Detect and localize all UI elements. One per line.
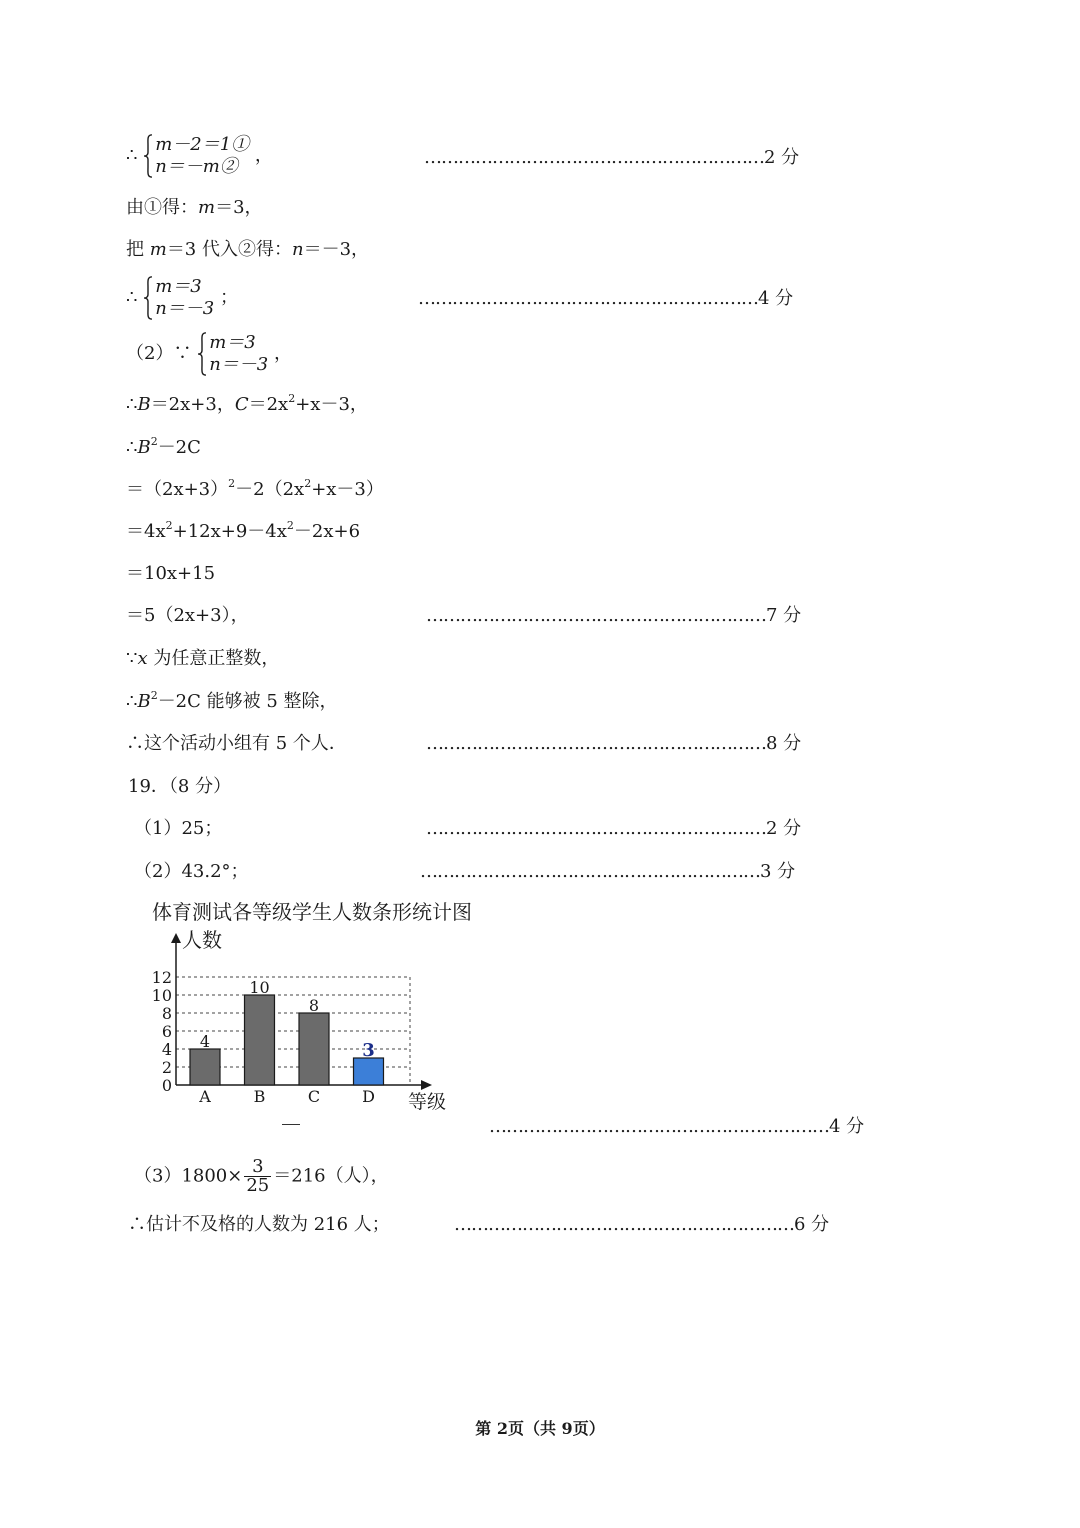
text: －2x+6 [293, 521, 361, 542]
text: －2C 能够被 5 整除， [157, 691, 338, 712]
score-q19-part-1 [426, 817, 801, 841]
variable: m [198, 197, 216, 218]
solution-line-3 [126, 238, 369, 262]
equation-2: n＝－3 [209, 354, 269, 375]
text: 为任意正整数， [147, 648, 280, 669]
text: ＝5（2x+3）， [126, 605, 249, 626]
y-tick-label: 0 [161, 1076, 172, 1095]
score-q19-part-2 [420, 860, 795, 884]
text: －2（2x [235, 479, 305, 500]
therefore-symbol: ∴ [126, 145, 138, 166]
score-dots: …………………………………………………… [426, 605, 766, 626]
y-tick-label: 10 [151, 986, 172, 1005]
equation-system [143, 134, 249, 178]
q19-part-2 [134, 860, 249, 884]
score-dots: …………………………………………………… [454, 1214, 794, 1235]
score-dots: …………………………………………………… [426, 733, 766, 754]
x-tick-label: D [362, 1087, 375, 1106]
fraction [244, 1158, 271, 1195]
solution-line-7 [126, 436, 201, 460]
x-tick-label: B [253, 1087, 266, 1106]
score-dots: …………………………………………………… [489, 1116, 829, 1137]
bar-B [245, 995, 275, 1085]
text: 把 [126, 239, 150, 260]
text: ∴估计不及格的人数为 216 人； [128, 1214, 390, 1235]
solution-line-14 [126, 732, 347, 756]
exponent: 2 [286, 519, 294, 532]
chart-title: 体育测试各等级学生人数条形统计图 [152, 900, 472, 924]
equation-1: m－2＝1① [155, 134, 250, 155]
solution-line-9 [126, 520, 360, 544]
because-symbol: （2）∵ [126, 343, 192, 364]
bar-value-label: 3 [362, 1040, 375, 1061]
y-axis-arrow-icon [171, 933, 181, 943]
solution-line-13 [126, 690, 338, 714]
equation-1: m＝3 [155, 276, 202, 297]
bar-value-label: 10 [249, 978, 270, 997]
exponent: 2 [288, 392, 296, 405]
text: +x－3， [295, 394, 368, 415]
q19-part-3 [134, 1158, 389, 1195]
score-line-14 [426, 732, 801, 756]
bar-D [354, 1058, 384, 1085]
text: ＝216（人）， [273, 1165, 389, 1187]
score-label: 6 分 [794, 1214, 830, 1235]
solution-line-1 [126, 134, 273, 178]
text: ＝10x+15 [126, 563, 216, 584]
x-tick-label: C [307, 1087, 321, 1106]
text: +x－3） [311, 479, 384, 500]
text: 由①得： [126, 197, 198, 218]
variable: B [137, 394, 151, 415]
text: ＝2x+3， [150, 394, 235, 415]
therefore-symbol: ∴ [126, 394, 138, 415]
text: －2C [157, 437, 201, 458]
punctuation: ， [273, 343, 292, 364]
x-tick-label: A [199, 1087, 211, 1106]
bar-chart [140, 925, 470, 1120]
solution-line-6 [126, 393, 368, 417]
solution-line-5 [126, 332, 292, 376]
y-axis-label: 人数 [182, 928, 222, 952]
solution-line-2 [126, 196, 263, 220]
y-tick-label: 12 [151, 968, 172, 987]
score-line-4 [418, 287, 793, 311]
y-tick-label: 2 [161, 1058, 172, 1077]
score-line-11 [426, 604, 801, 628]
text: ＝2x [248, 394, 289, 415]
score-label: 4 分 [829, 1116, 865, 1137]
equation-1: m＝3 [209, 332, 256, 353]
bar-C [299, 1013, 329, 1085]
question-19-header [128, 775, 231, 799]
q19-part-3-conclusion [128, 1213, 390, 1237]
variable: B [137, 691, 151, 712]
equation-system [143, 276, 214, 320]
equation-system [197, 332, 268, 376]
bar-value-label: 4 [199, 1032, 211, 1051]
text: 19．（8 分） [128, 776, 232, 797]
bar-A [190, 1049, 220, 1085]
solution-line-8 [126, 478, 384, 502]
score-chart [489, 1115, 864, 1139]
y-tick-label: 8 [161, 1004, 172, 1023]
fraction-denominator: 25 [246, 1175, 270, 1196]
text: ＝4x [126, 521, 166, 542]
score-dots: …………………………………………………… [420, 861, 760, 882]
q19-part-1 [134, 817, 222, 841]
score-label: 3 分 [760, 861, 796, 882]
bar-value-label: 8 [308, 996, 320, 1015]
brace-icon [143, 276, 153, 320]
exponent: 2 [304, 477, 312, 490]
score-dots: …………………………………………………… [418, 288, 758, 309]
equation-2: n＝－3 [155, 298, 215, 319]
exponent: 2 [150, 435, 158, 448]
because-symbol: ∵ [126, 648, 138, 669]
variable: x [137, 648, 148, 669]
therefore-symbol: ∴ [126, 287, 138, 308]
variable: C [234, 394, 249, 415]
x-axis-arrow-icon [421, 1080, 432, 1090]
text: （3）1800× [134, 1165, 243, 1187]
variable: m [149, 239, 167, 260]
score-label: 2 分 [764, 147, 800, 168]
solution-line-10 [126, 562, 215, 586]
text: （2）43.2°； [134, 861, 249, 882]
brace-icon [143, 134, 153, 178]
solution-line-12 [126, 647, 279, 671]
punctuation: ； [219, 287, 238, 308]
text: （1）25； [134, 818, 223, 839]
exponent: 2 [228, 477, 236, 490]
exponent: 2 [150, 689, 158, 702]
solution-line-11 [126, 604, 249, 628]
text: ∴这个活动小组有 5 个人． [126, 733, 347, 754]
score-dots: …………………………………………………… [426, 818, 766, 839]
solution-line-4 [126, 276, 238, 320]
score-dots: …………………………………………………… [424, 147, 764, 168]
score-label: 7 分 [766, 605, 802, 626]
y-tick-label: 6 [161, 1022, 172, 1041]
text: ＝3， [215, 197, 263, 218]
text: ＝（2x+3） [126, 479, 229, 500]
therefore-symbol: ∴ [126, 437, 138, 458]
equation-2: n＝－m② [155, 156, 238, 177]
therefore-symbol: ∴ [126, 691, 138, 712]
score-label: 2 分 [766, 818, 802, 839]
y-tick-label: 4 [161, 1040, 172, 1059]
score-line-1 [424, 146, 799, 170]
brace-icon [197, 332, 207, 376]
score-label: 8 分 [766, 733, 802, 754]
text: ＝3 代入②得： [166, 239, 292, 260]
text: ＝－3， [303, 239, 370, 260]
exponent: 2 [165, 519, 173, 532]
variable: n [292, 239, 304, 260]
variable: B [137, 437, 151, 458]
punctuation: ， [254, 145, 273, 166]
fraction-numerator: 3 [244, 1158, 271, 1177]
dash-mark [282, 1124, 300, 1125]
score-label: 4 分 [758, 288, 794, 309]
score-q19-part-3 [454, 1213, 829, 1237]
text: +12x+9－4x [172, 521, 287, 542]
x-axis-label: 等级 [408, 1091, 447, 1113]
page-footer: 第 2页（共 9页） [475, 1419, 605, 1438]
